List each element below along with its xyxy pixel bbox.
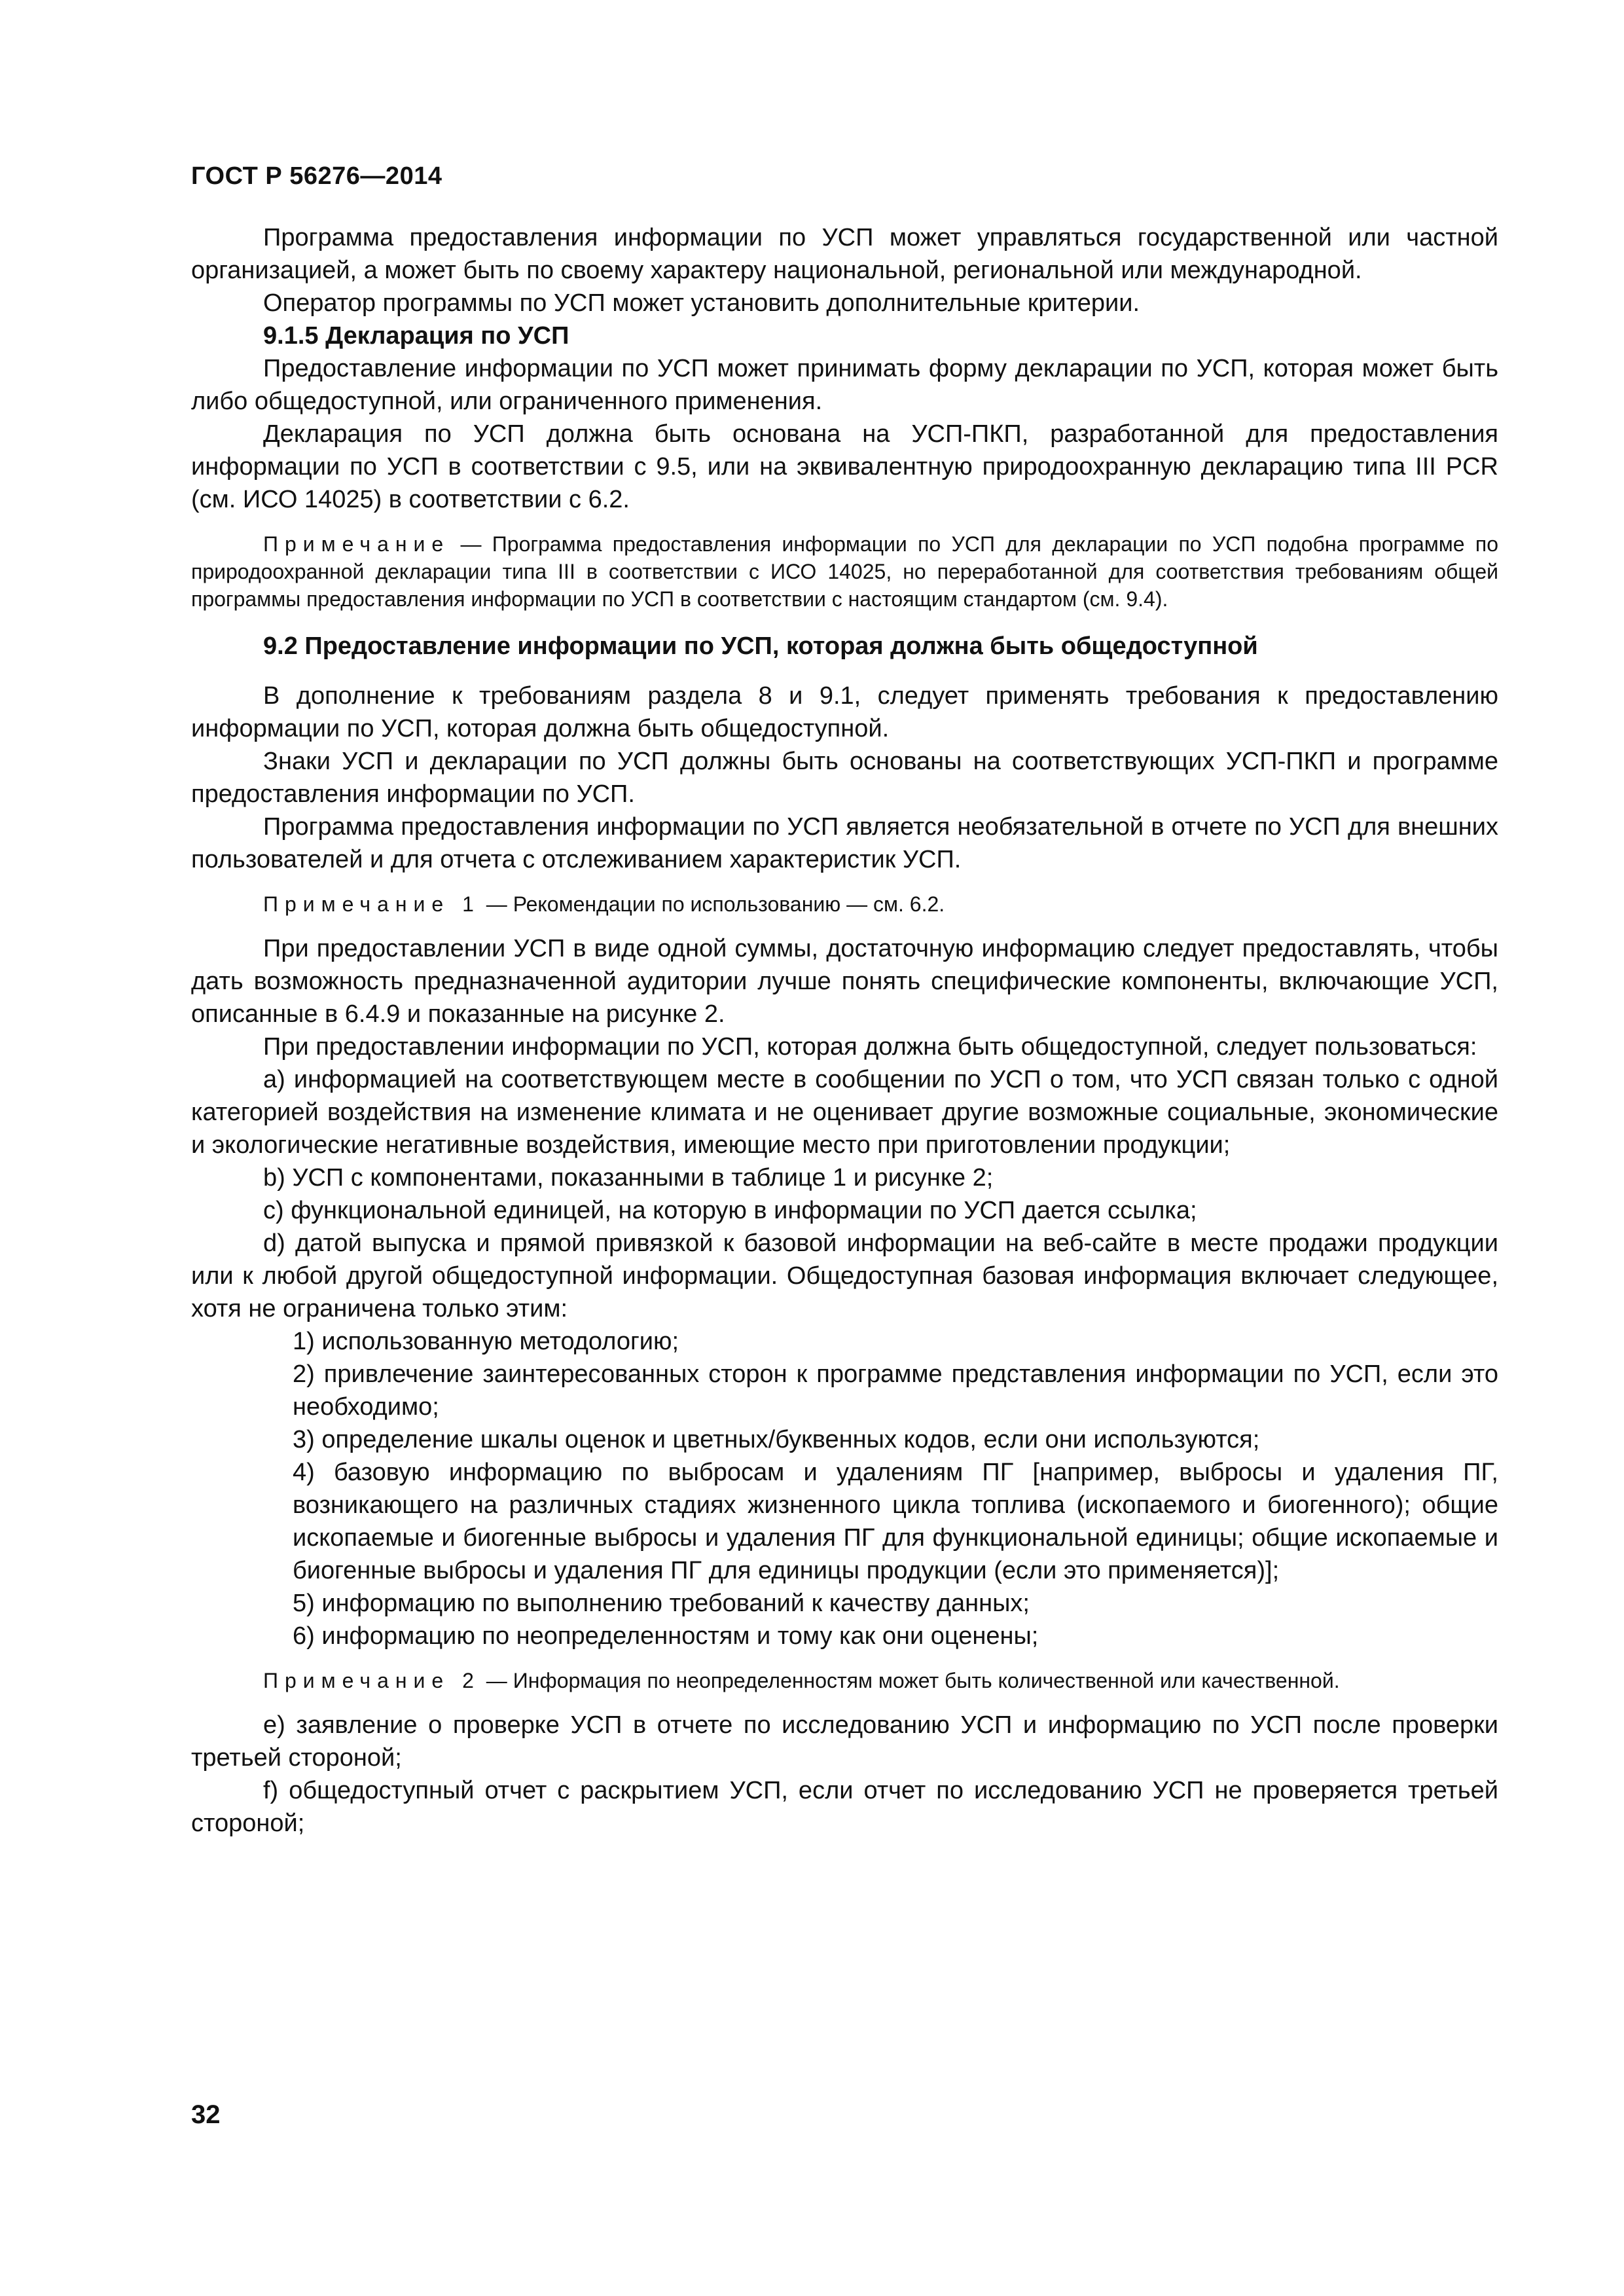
note <box>191 530 1498 613</box>
sub-list-item-5: 5) информацию по выполнению требований к качеству данных; <box>293 1590 1030 1617</box>
document-body <box>191 221 1498 1840</box>
sub-list-item-1: 1) использованную методологию; <box>293 1328 679 1355</box>
list-item-c: c) функциональной единицей, на которую в информации по УСП дается ссылка; <box>263 1197 1197 1224</box>
paragraph: Оператор программы по УСП может установить дополнительные критерии. <box>263 289 1140 317</box>
list-item-e: е) заявление о проверке УСП в отчете по исследованию УСП и информацию по УСП после проверки третьей стороной; <box>191 1711 1498 1772</box>
note-text: — Информация по неопределенностям может быть количественной или качественной. <box>480 1669 1340 1692</box>
paragraph: При предоставлении УСП в виде одной суммы, достаточную информацию следует предоставлять, чтобы дать возможность предназначенной аудитории лучше понять специфические компоненты, включающие УСП, описанные в 6.4.9 и показанные на рисунке 2. <box>191 935 1498 1028</box>
paragraph: В дополнение к требованиям раздела 8 и 9.1, следует применять требования к предоставлению информации по УСП, которая должна быть общедоступной. <box>191 682 1498 742</box>
note <box>191 890 1498 918</box>
section-heading-9-2: 9.2 Предоставление информации по УСП, которая должна быть общедоступной <box>263 632 1258 660</box>
page-number: 32 <box>191 2100 221 2129</box>
note-text: — Рекомендации по использованию — см. 6.2. <box>480 892 945 916</box>
sub-list-item-4: 4) базовую информацию по выбросам и удалениям ПГ [например, выбросы и удаления ПГ, возникающего на различных стадиях жизненного цикла топлива (ископаемого и биогенного); общие ископаемые и биогенные выбросы и удаления ПГ для функциональной единицы; общие ископаемые и биогенные выбросы и удаления ПГ для единицы продукции (если это применяется)]; <box>293 1459 1498 1584</box>
list-item-b: b) УСП с компонентами, показанными в таблице 1 и рисунке 2; <box>263 1164 994 1192</box>
sub-list-item-2: 2) привлечение заинтересованных сторон к программе представления информации по УСП, если это необходимо; <box>293 1360 1498 1421</box>
sub-list-item-6: 6) информацию по неопределенностям и тому как они оценены; <box>293 1622 1039 1650</box>
paragraph: Программа предоставления информации по УСП может управляться государственной или частной организацией, а может быть по своему характеру национальной, региональной или международной. <box>191 224 1498 284</box>
document-header: ГОСТ Р 56276—2014 <box>191 162 442 190</box>
paragraph: Знаки УСП и декларации по УСП должны быть основаны на соответствующих УСП-ПКП и программе предоставления информации по УСП. <box>191 748 1498 808</box>
note-label: Примечание 2 <box>263 1669 480 1692</box>
note-label: Примечание <box>263 532 450 556</box>
paragraph: При предоставлении информации по УСП, которая должна быть общедоступной, следует пользоваться: <box>263 1033 1477 1061</box>
list-item-d: d) датой выпуска и прямой привязкой к базовой информации на веб-сайте в месте продажи продукции или к любой другой общедоступной информации. Общедоступная базовая информация включает следующее, хотя не ограничена только этим: <box>191 1230 1498 1322</box>
list-item-a: а) информацией на соответствующем месте в сообщении по УСП о том, что УСП связан только с одной категорией воздействия на изменение климата и не оценивает другие возможные социальные, экономические и экологические негативные воздействия, имеющие место при приготовлении продукции; <box>191 1066 1498 1159</box>
paragraph: Предоставление информации по УСП может принимать форму декларации по УСП, которая может быть либо общедоступной, или ограниченного применения. <box>191 355 1498 415</box>
paragraph: Декларация по УСП должна быть основана на УСП-ПКП, разработанной для предоставления информации по УСП в соответствии с 9.5, или на эквивалентную природоохранную декларацию типа III PCR (см. ИСО 14025) в соответствии с 6.2. <box>191 420 1498 513</box>
note <box>191 1667 1498 1694</box>
sub-list-item-3: 3) определение шкалы оценок и цветных/буквенных кодов, если они используются; <box>293 1426 1260 1453</box>
section-heading-9-1-5: 9.1.5 Декларация по УСП <box>263 322 569 350</box>
paragraph: Программа предоставления информации по УСП является необязательной в отчете по УСП для внешних пользователей и для отчета с отслеживанием характеристик УСП. <box>191 813 1498 873</box>
list-item-f: f) общедоступный отчет с раскрытием УСП, если отчет по исследованию УСП не проверяется третьей стороной; <box>191 1777 1498 1837</box>
note-label: Примечание 1 <box>263 892 480 916</box>
note-text: — Программа предоставления информации по УСП для декларации по УСП подобна программе по природоохранной декларации типа III в соответствии с ИСО 14025, но переработанной для соответствия требованиям общей программы предоставления информации по УСП в соответствии с настоящим стандартом (см. 9.4). <box>191 532 1498 611</box>
